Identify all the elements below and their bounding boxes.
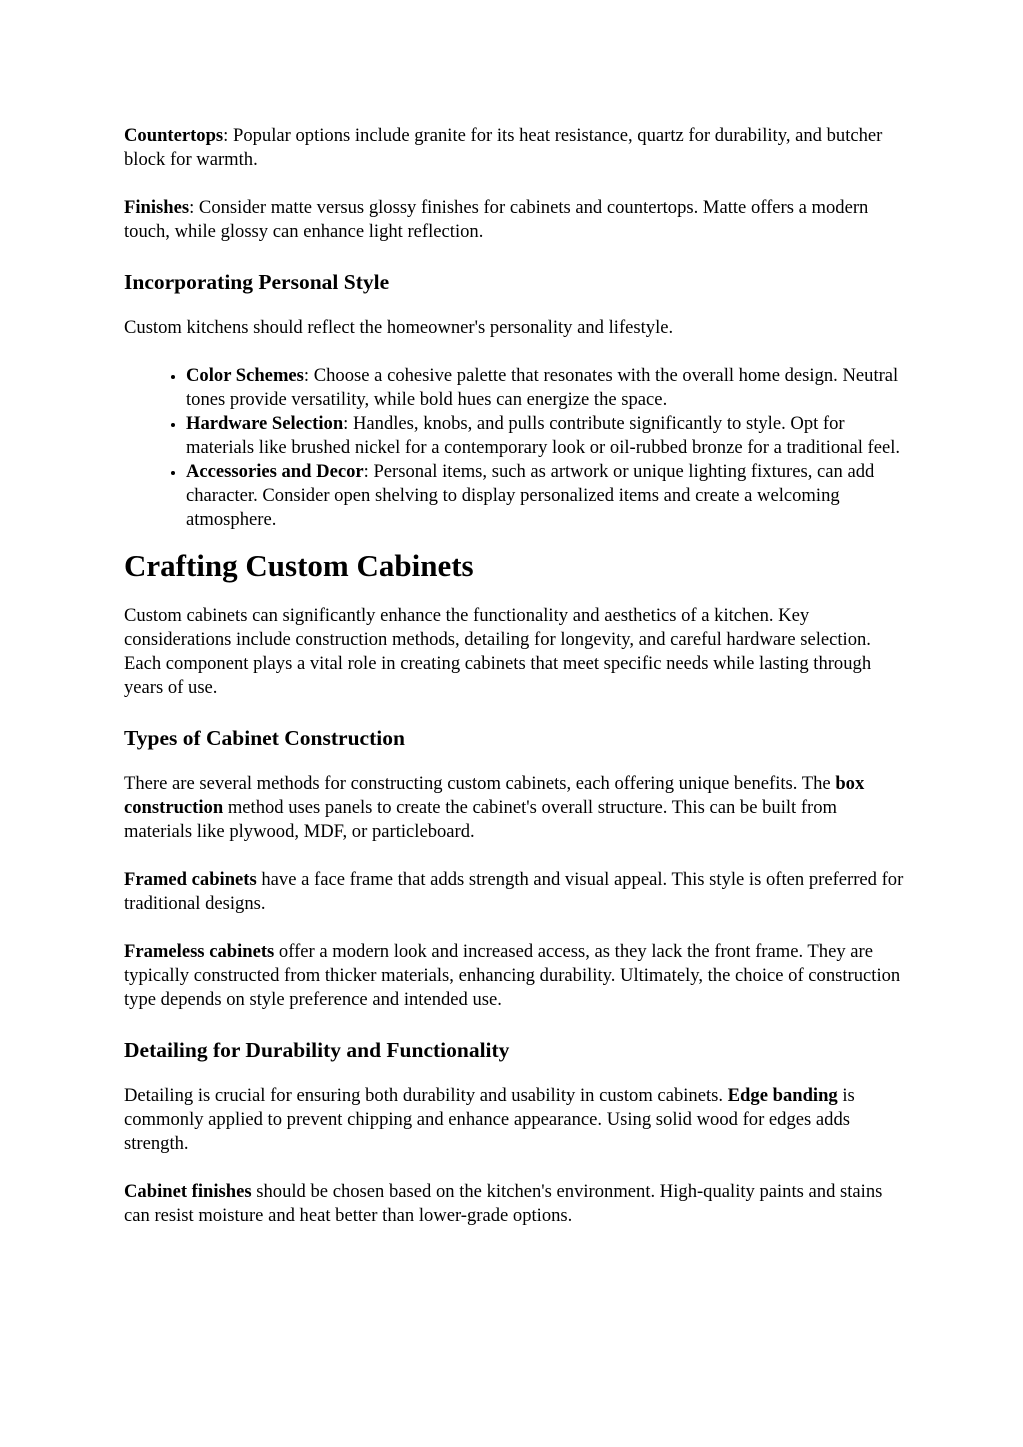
construction-p3-text: offer a modern look and increased access, as they lack the front frame. They are typically constructed from thicker materials, enhancing durability. Ultimately, the choice of construction type depends on style preference and intended use. — [124, 941, 901, 1010]
detailing-p1-before: Detailing is crucial for ensuring both durability and usability in custom cabinets. — [124, 1085, 728, 1106]
construction-p1-after: method uses panels to create the cabinet's overall structure. This can be built from materials like plywood, MDF, or particleboard. — [124, 797, 837, 842]
finishes-text: : Consider matte versus glossy finishes for cabinets and countertops. Matte offers a modern touch, while glossy can enhance light reflection. — [124, 197, 869, 242]
cabinets-heading: Crafting Custom Cabinets — [124, 548, 474, 583]
construction-heading: Types of Cabinet Construction — [124, 726, 405, 750]
list-item-text: : Choose a cohesive palette that resonates with the overall home design. Neutral tones provide versatility, while bold hues can energize the space. — [186, 365, 899, 410]
construction-p2-term: Framed cabinets — [124, 869, 257, 890]
countertops-text: : Popular options include granite for its heat resistance, quartz for durability, and butcher block for warmth. — [124, 125, 883, 170]
detailing-paragraph-2 — [124, 1180, 906, 1228]
construction-p2-text: have a face frame that adds strength and visual appeal. This style is often preferred for traditional designs. — [124, 869, 904, 914]
detailing-heading: Detailing for Durability and Functionality — [124, 1038, 510, 1062]
construction-paragraph-2 — [124, 868, 906, 916]
list-item — [186, 460, 906, 532]
countertops-paragraph — [124, 124, 906, 172]
list-item-text: : Personal items, such as artwork or unique lighting fixtures, can add character. Consider open shelving to display personalized items and create a welcoming atmosphere. — [186, 461, 875, 530]
construction-p1-before: There are several methods for constructing custom cabinets, each offering unique benefits. The — [124, 773, 836, 794]
list-item — [186, 364, 906, 412]
construction-paragraph-1 — [124, 772, 906, 844]
detailing-p2-text: should be chosen based on the kitchen's environment. High-quality paints and stains can resist moisture and heat better than lower-grade options. — [124, 1181, 883, 1226]
personal-style-heading: Incorporating Personal Style — [124, 270, 390, 294]
document-page — [124, 124, 906, 1252]
construction-p3-term: Frameless cabinets — [124, 941, 275, 962]
detailing-p2-term: Cabinet finishes — [124, 1181, 252, 1202]
personal-style-list — [124, 364, 906, 532]
list-item-term: Color Schemes — [186, 365, 304, 386]
finishes-term: Finishes — [124, 197, 190, 218]
detailing-p1-term: Edge banding — [727, 1085, 838, 1106]
countertops-term: Countertops — [124, 125, 224, 146]
detailing-p1-after: is commonly applied to prevent chipping and enhance appearance. Using solid wood for edges adds strength. — [124, 1085, 855, 1154]
list-item-term: Accessories and Decor — [186, 461, 364, 482]
personal-style-intro: Custom kitchens should reflect the homeowner's personality and lifestyle. — [124, 317, 674, 338]
cabinets-intro: Custom cabinets can significantly enhance the functionality and aesthetics of a kitchen. Key considerations include construction methods, detailing for longevity, and careful hardware selection. Each component plays a vital role in creating cabinets that meet specific needs while lasting through years of use. — [124, 605, 872, 698]
construction-paragraph-3 — [124, 940, 906, 1012]
list-item — [186, 412, 906, 460]
list-item-term: Hardware Selection — [186, 413, 344, 434]
construction-p1-term: box construction — [124, 773, 865, 818]
detailing-paragraph-1 — [124, 1084, 906, 1156]
finishes-paragraph — [124, 196, 906, 244]
list-item-text: : Handles, knobs, and pulls contribute significantly to style. Opt for materials like brushed nickel for a contemporary look or oil-rubbed bronze for a traditional feel. — [186, 413, 901, 458]
